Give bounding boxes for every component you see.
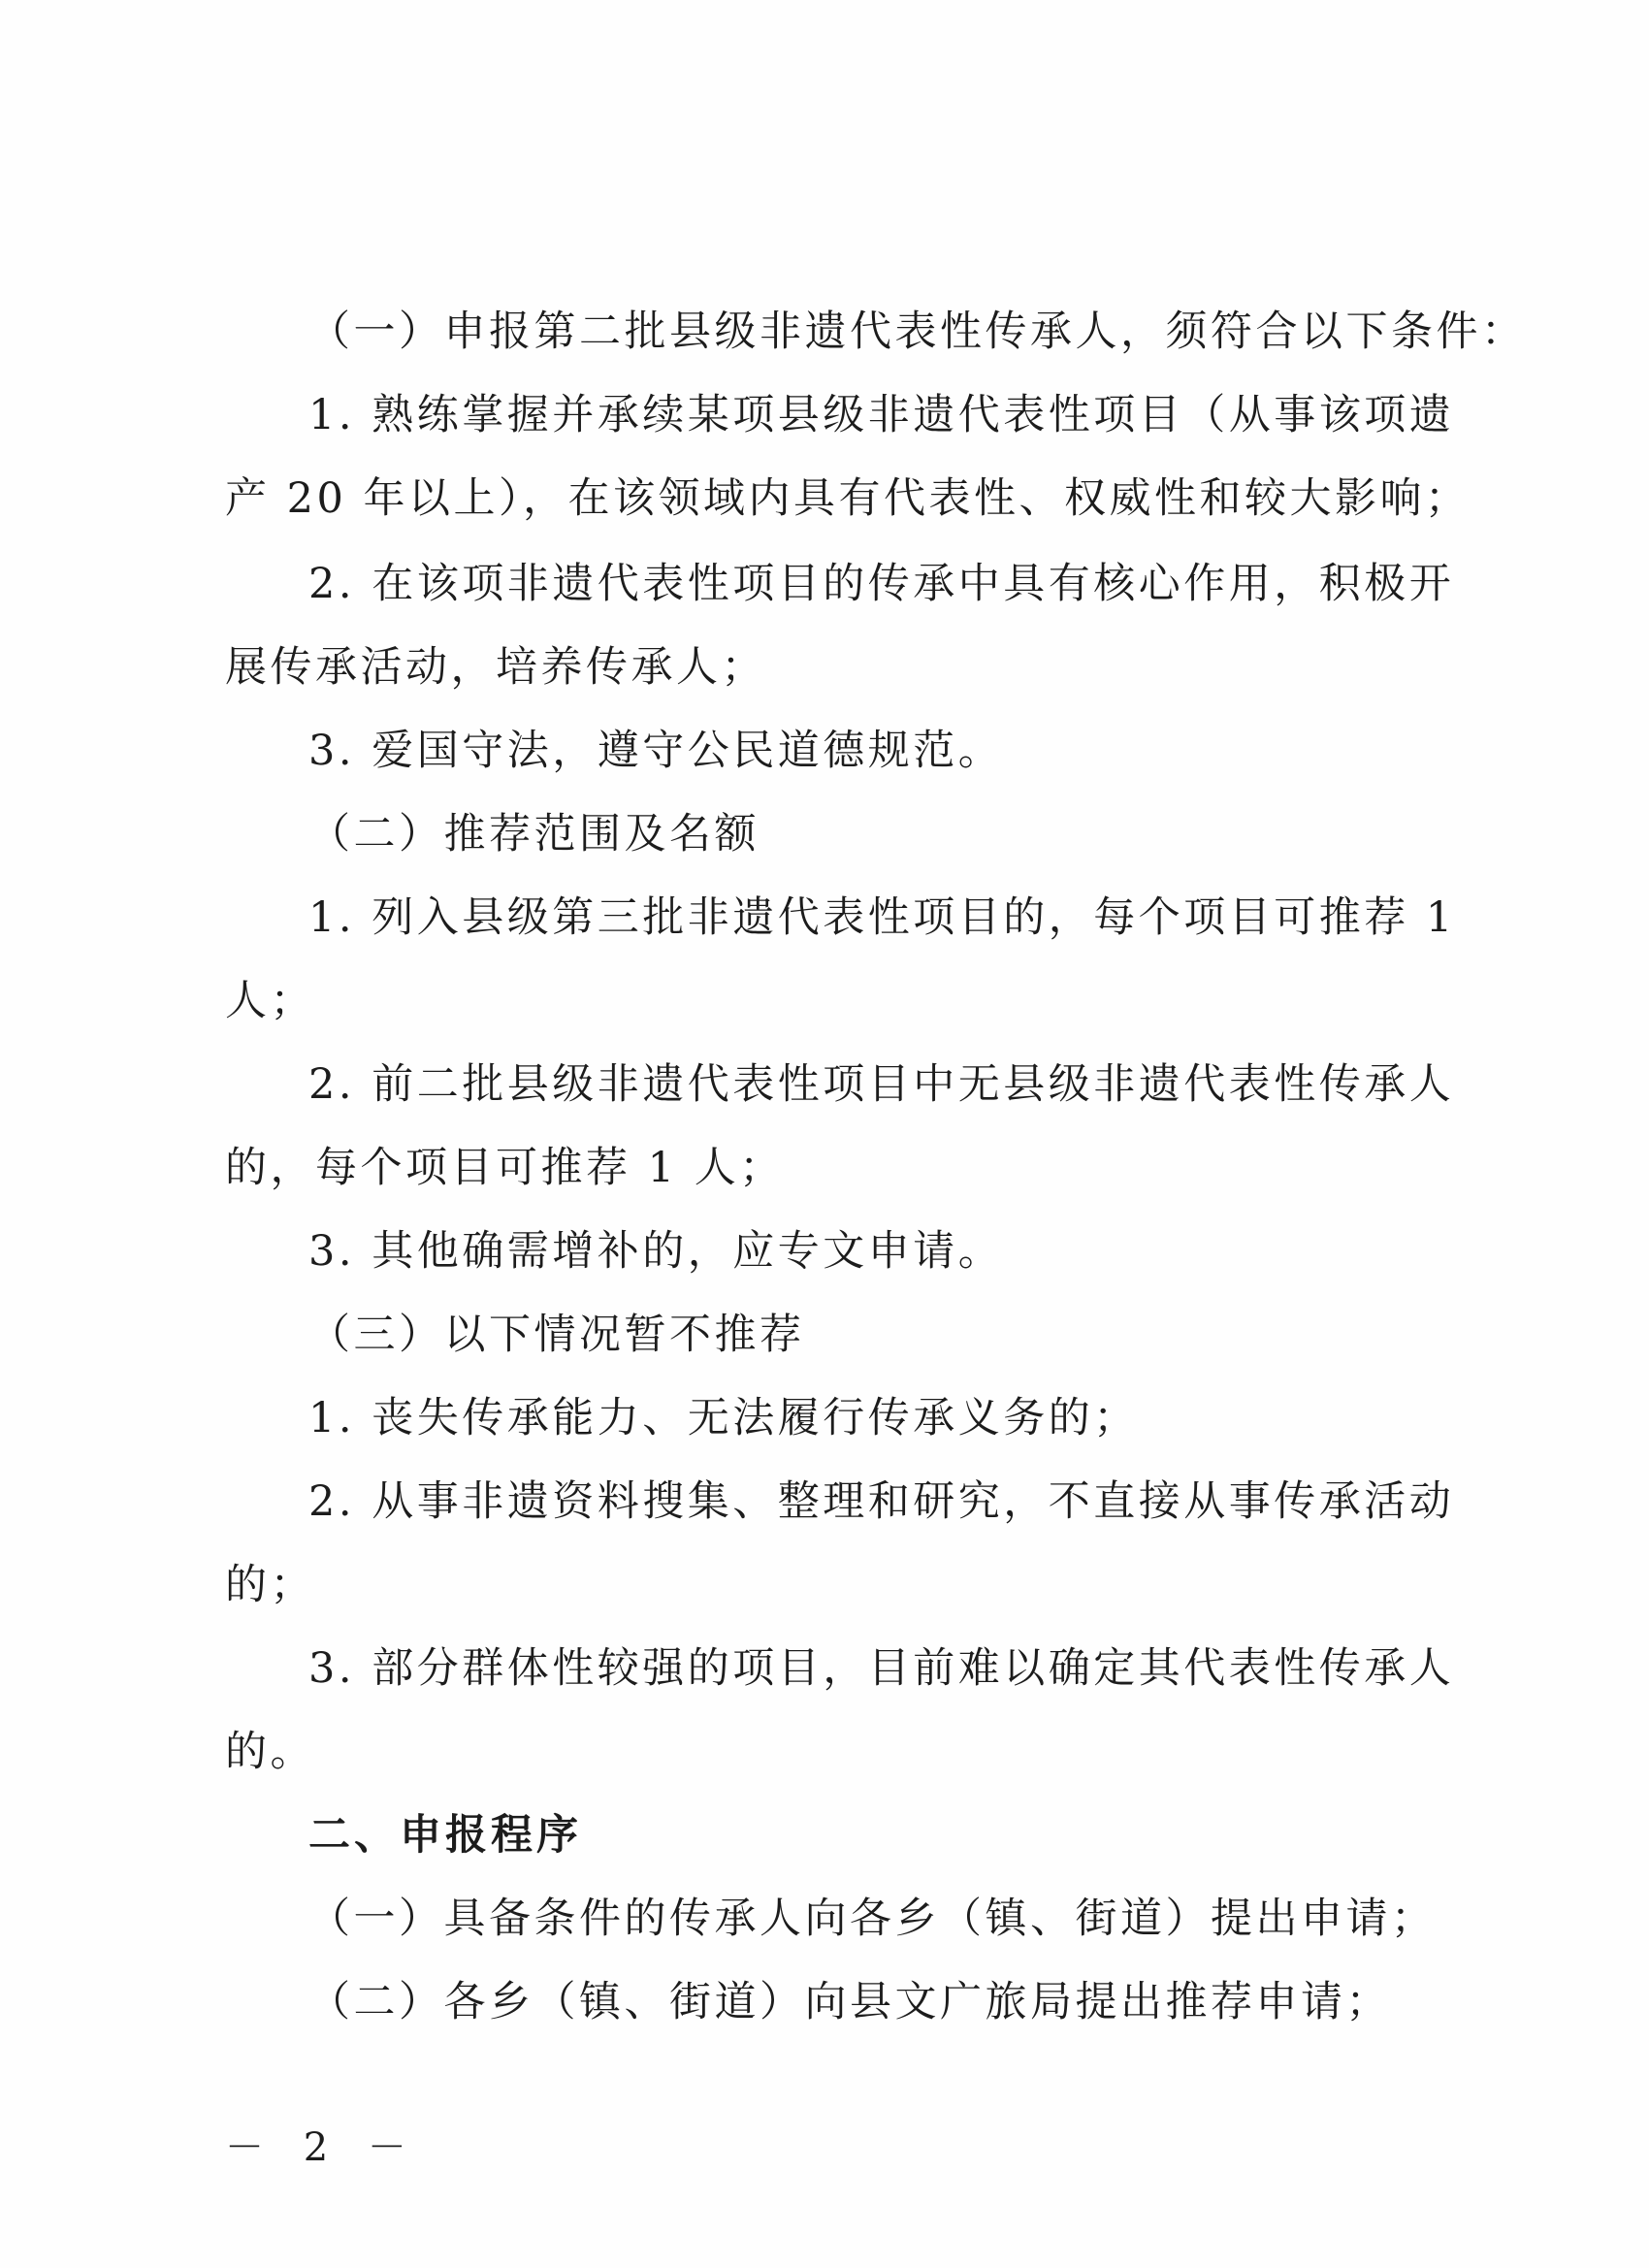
paragraph-line: 2. 在该项非遗代表性项目的传承中具有核心作用，积极开: [308, 560, 1455, 608]
paragraph-line: （一）具备条件的传承人向各乡（镇、街道）提出申请；: [308, 1895, 1437, 1943]
paragraph-line: 的；: [225, 1561, 315, 1609]
paragraph-line: 产 20 年以上），在该领域内具有代表性、权威性和较大影响；: [225, 474, 1471, 523]
paragraph-line: 1. 列入县级第三批非遗代表性项目的，每个项目可推荐 1: [308, 893, 1456, 942]
section-heading: 二、申报程序: [308, 1811, 582, 1860]
page-number: － 2 －: [225, 2125, 420, 2170]
paragraph-line: 3. 爱国守法，遵守公民道德规范。: [308, 727, 1004, 775]
paragraph-line: 2. 前二批县级非遗代表性项目中无县级非遗代表性传承人: [308, 1060, 1455, 1109]
paragraph-line: 1. 熟练掌握并承续某项县级非遗代表性项目（从事该项遗: [308, 391, 1455, 439]
paragraph-line: （二）各乡（镇、街道）向县文广旅局提出推荐申请；: [308, 1978, 1391, 2026]
paragraph-line: 2. 从事非遗资料搜集、整理和研究，不直接从事传承活动: [308, 1477, 1455, 1526]
paragraph-line: （一）申报第二批县级非遗代表性传承人，须符合以下条件：: [308, 308, 1527, 356]
paragraph-line: 3. 部分群体性较强的项目，目前难以确定其代表性传承人: [308, 1644, 1455, 1693]
paragraph-line: 的。: [225, 1728, 315, 1776]
section-subheading: （二）推荐范围及名额: [308, 810, 760, 859]
paragraph-line: 展传承活动，培养传承人；: [225, 643, 766, 692]
paragraph-line: 3. 其他确需增补的，应专文申请。: [308, 1227, 1004, 1276]
paragraph-line: 人；: [225, 977, 315, 1025]
section-subheading: （三）以下情况暂不推荐: [308, 1311, 805, 1359]
paragraph-line: 1. 丧失传承能力、无法履行传承义务的；: [308, 1394, 1139, 1442]
paragraph-line: 的，每个项目可推荐 1 人；: [225, 1144, 785, 1192]
